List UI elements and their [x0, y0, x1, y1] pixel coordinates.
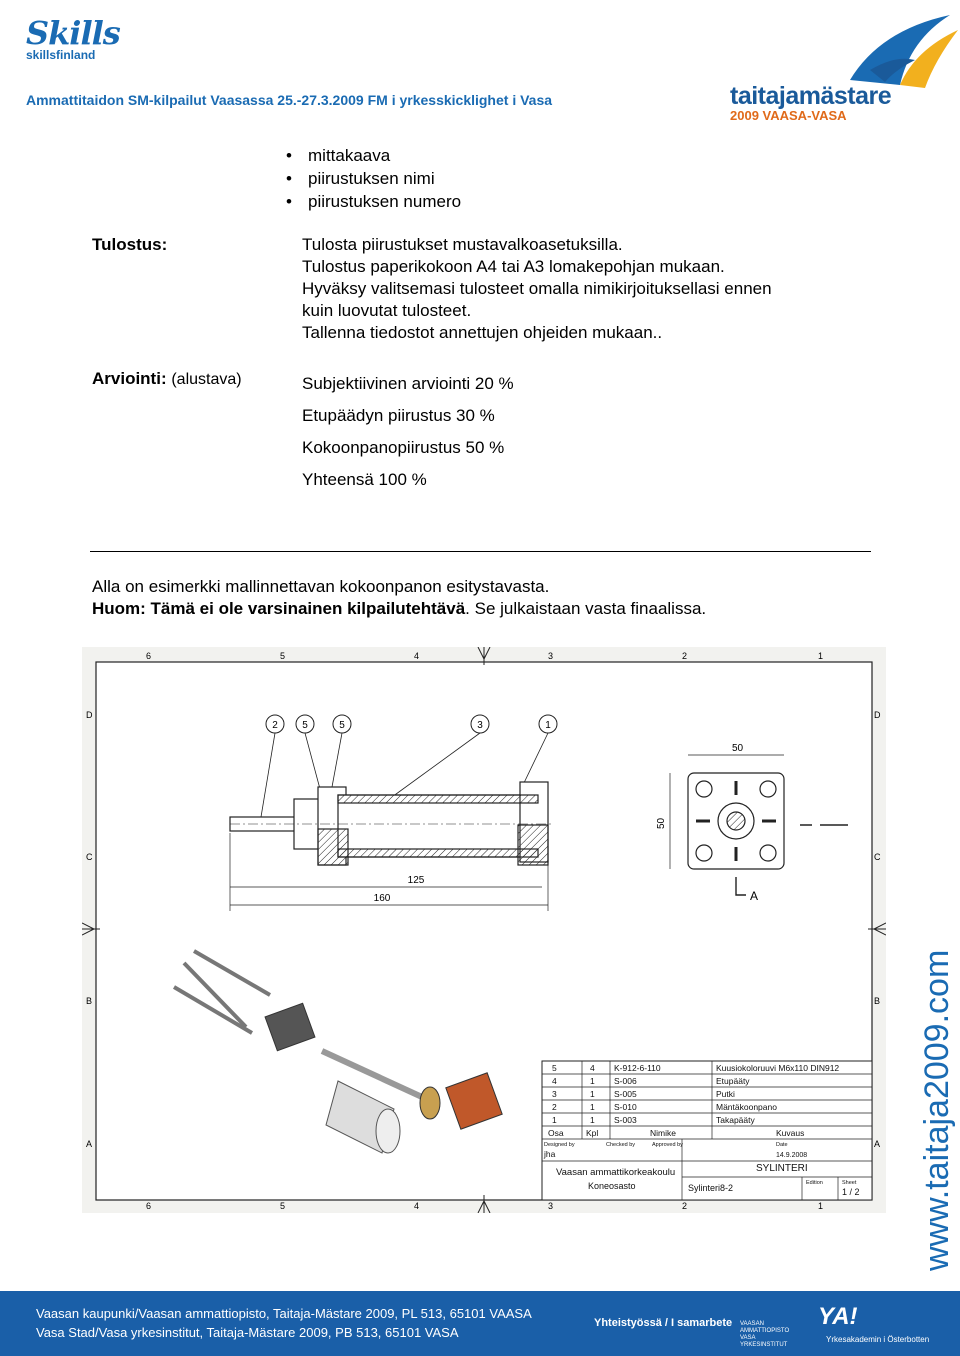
section-label: A: [750, 889, 759, 903]
row-label: D: [86, 710, 93, 720]
bom-header: Osa: [548, 1128, 564, 1138]
footer-slogan: Yhteistyössä / I samarbete: [594, 1317, 733, 1329]
dimension-label: 160: [373, 893, 391, 904]
balloon-label: 1: [545, 720, 551, 731]
tb-label: Sheet: [842, 1180, 857, 1186]
tb-title: SYLINTERI: [756, 1163, 808, 1174]
row-label: C: [874, 852, 881, 862]
row-label: B: [874, 996, 881, 1006]
tb-drawing-no: Sylinteri8-2: [688, 1183, 734, 1193]
bullet-list: [308, 144, 461, 213]
footer-address-sv: Vasa Stad/Vasa yrkesinstitut, Taitaja-Mästare 2009, PB 513, 65101 VASA: [36, 1325, 459, 1340]
bom-cell: 1: [590, 1089, 595, 1099]
col-label: 2: [682, 1201, 688, 1211]
row-label: C: [86, 852, 93, 862]
note-line-1: Alla on esimerkki mallinnettavan kokoonpanon esitystavasta.: [92, 577, 550, 596]
col-label: 5: [280, 1201, 286, 1211]
row-label: A: [86, 1139, 93, 1149]
note-line-2: [92, 598, 706, 620]
bom-cell: 4: [590, 1063, 595, 1073]
row-label: D: [874, 710, 881, 720]
tb-department: Koneosasto: [588, 1181, 636, 1191]
bom-cell: Etupääty: [716, 1076, 750, 1086]
bom-cell: 4: [552, 1076, 557, 1086]
evaluation-line: Etupäädyn piirustus 30 %: [302, 406, 495, 425]
printing-line: Tallenna tiedostot annettujen ohjeiden mukaan..: [302, 323, 663, 342]
bird-logo-icon: [840, 10, 960, 90]
end-plate-view: [688, 773, 784, 869]
balloon-label: 2: [272, 720, 278, 731]
footer-address-fi: Vaasan kaupunki/Vaasan ammattiopisto, Taitaja-Mästare 2009, PL 513, 65101 VAASA: [36, 1306, 532, 1321]
bom-cell: S-003: [614, 1115, 637, 1125]
list-item: • mittakaava: [308, 144, 461, 167]
bom-cell: Putki: [716, 1089, 735, 1099]
col-label: 2: [682, 651, 688, 661]
evaluation-label: Arviointi:: [92, 369, 167, 388]
col-label: 6: [146, 1201, 152, 1211]
bom-cell: 1: [590, 1115, 595, 1125]
evaluation-lines: [302, 368, 514, 496]
tb-label: Date: [776, 1142, 788, 1148]
printing-text: [302, 234, 772, 344]
bom-cell: Takapääty: [716, 1115, 755, 1125]
skills-logo-sub: skillsfinland: [26, 48, 96, 62]
row-label: A: [874, 1139, 881, 1149]
bom-cell: 3: [552, 1089, 557, 1099]
example-note: [92, 576, 706, 620]
bom-cell: Kuusiokoloruuvi M6x110 DIN912: [716, 1063, 840, 1073]
list-item: • piirustuksen numero: [308, 190, 461, 213]
bom-cell: S-006: [614, 1076, 637, 1086]
taitajamastare-logo: [730, 82, 891, 123]
col-label: 1: [818, 651, 824, 661]
note-rest: . Se julkaistaan vasta finaalissa.: [465, 599, 707, 618]
tb-sheet: 1 / 2: [842, 1187, 860, 1197]
tb-label: Designed by: [544, 1142, 575, 1148]
tb-designer: jha: [544, 1149, 556, 1159]
bom-cell: S-005: [614, 1089, 637, 1099]
skills-finland-logo: [26, 14, 120, 62]
printing-line: Tulosta piirustukset mustavalkoasetuksilla.: [302, 235, 623, 254]
list-item: • piirustuksen nimi: [308, 167, 461, 190]
printing-label: Tulostus:: [92, 235, 168, 254]
bom-cell: K-912-6-110: [614, 1063, 661, 1073]
evaluation-line: Yhteensä 100 %: [302, 470, 427, 489]
skills-logo-word: Skills: [26, 14, 120, 52]
bom-header: Kuvaus: [776, 1128, 805, 1138]
evaluation-sublabel: (alustava): [171, 371, 242, 388]
printing-line: Hyväksy valitsemasi tulosteet omalla nimikirjoituksellasi ennen: [302, 279, 772, 298]
bom-cell: Mäntäkoonpano: [716, 1102, 777, 1112]
bom-table: [542, 1061, 872, 1200]
note-warning: Huom: Tämä ei ole varsinainen kilpailutehtävä: [92, 599, 466, 618]
dimension-label: 50: [656, 817, 667, 829]
col-label: 4: [414, 651, 420, 661]
tb-label: Checked by: [606, 1142, 636, 1148]
col-label: 1: [818, 1201, 824, 1211]
event-name: taitajamästare: [730, 82, 892, 110]
col-label: 3: [548, 1201, 554, 1211]
header-headline: Ammattitaidon SM-kilpailut Vaasassa 25.-27.3.2009 FM i yrkesskicklighet i Vasa: [26, 92, 553, 108]
row-label: B: [86, 996, 93, 1006]
dimension-label: 125: [407, 875, 425, 886]
side-website-url: [900, 945, 960, 1275]
footer-org: VAASAN AMMATTIOPISTO VASA YRKESINSTITUT: [740, 1321, 790, 1348]
tb-company: Vaasan ammattikorkeakoulu: [556, 1167, 676, 1178]
printing-line: kuin luovutat tulosteet.: [302, 301, 472, 320]
balloon-label: 3: [477, 720, 483, 731]
bom-cell: 5: [552, 1063, 557, 1073]
event-sub: 2009 VAASA-VASA: [730, 108, 847, 123]
tb-label: Approved by: [652, 1142, 683, 1148]
bom-cell: 1: [552, 1115, 557, 1125]
bom-cell: 1: [590, 1102, 595, 1112]
ya-logo: YA!: [818, 1303, 858, 1330]
balloon-label: 5: [339, 720, 345, 731]
bom-cell: S-010: [614, 1102, 637, 1112]
evaluation-line: Kokoonpanopiirustus 50 %: [302, 438, 505, 457]
bom-cell: 1: [590, 1076, 595, 1086]
website-url: www.taitaja2009.com: [918, 949, 956, 1271]
page-footer: [0, 1291, 960, 1356]
col-label: 3: [548, 651, 554, 661]
col-label: 4: [414, 1201, 420, 1211]
ya-logo-sub: Yrkesakademin i Österbotten: [826, 1335, 930, 1344]
printing-line: Tulostus paperikokoon A4 tai A3 lomakepohjan mukaan.: [302, 257, 725, 276]
balloon-label: 5: [302, 720, 308, 731]
tb-label: Edition: [806, 1180, 823, 1186]
col-label: 5: [280, 651, 286, 661]
dimension-label: 50: [732, 743, 744, 754]
col-label: 6: [146, 651, 152, 661]
tb-date: 14.9.2008: [776, 1152, 808, 1159]
assembly-drawing: [82, 647, 886, 1213]
bom-header: Kpl: [586, 1128, 599, 1138]
bom-header: Nimike: [650, 1128, 676, 1138]
bom-cell: 2: [552, 1102, 557, 1112]
section-divider: [90, 551, 871, 552]
evaluation-line: Subjektiivinen arviointi 20 %: [302, 374, 514, 393]
page-header: [0, 0, 960, 130]
evaluation-label-group: [92, 369, 242, 389]
